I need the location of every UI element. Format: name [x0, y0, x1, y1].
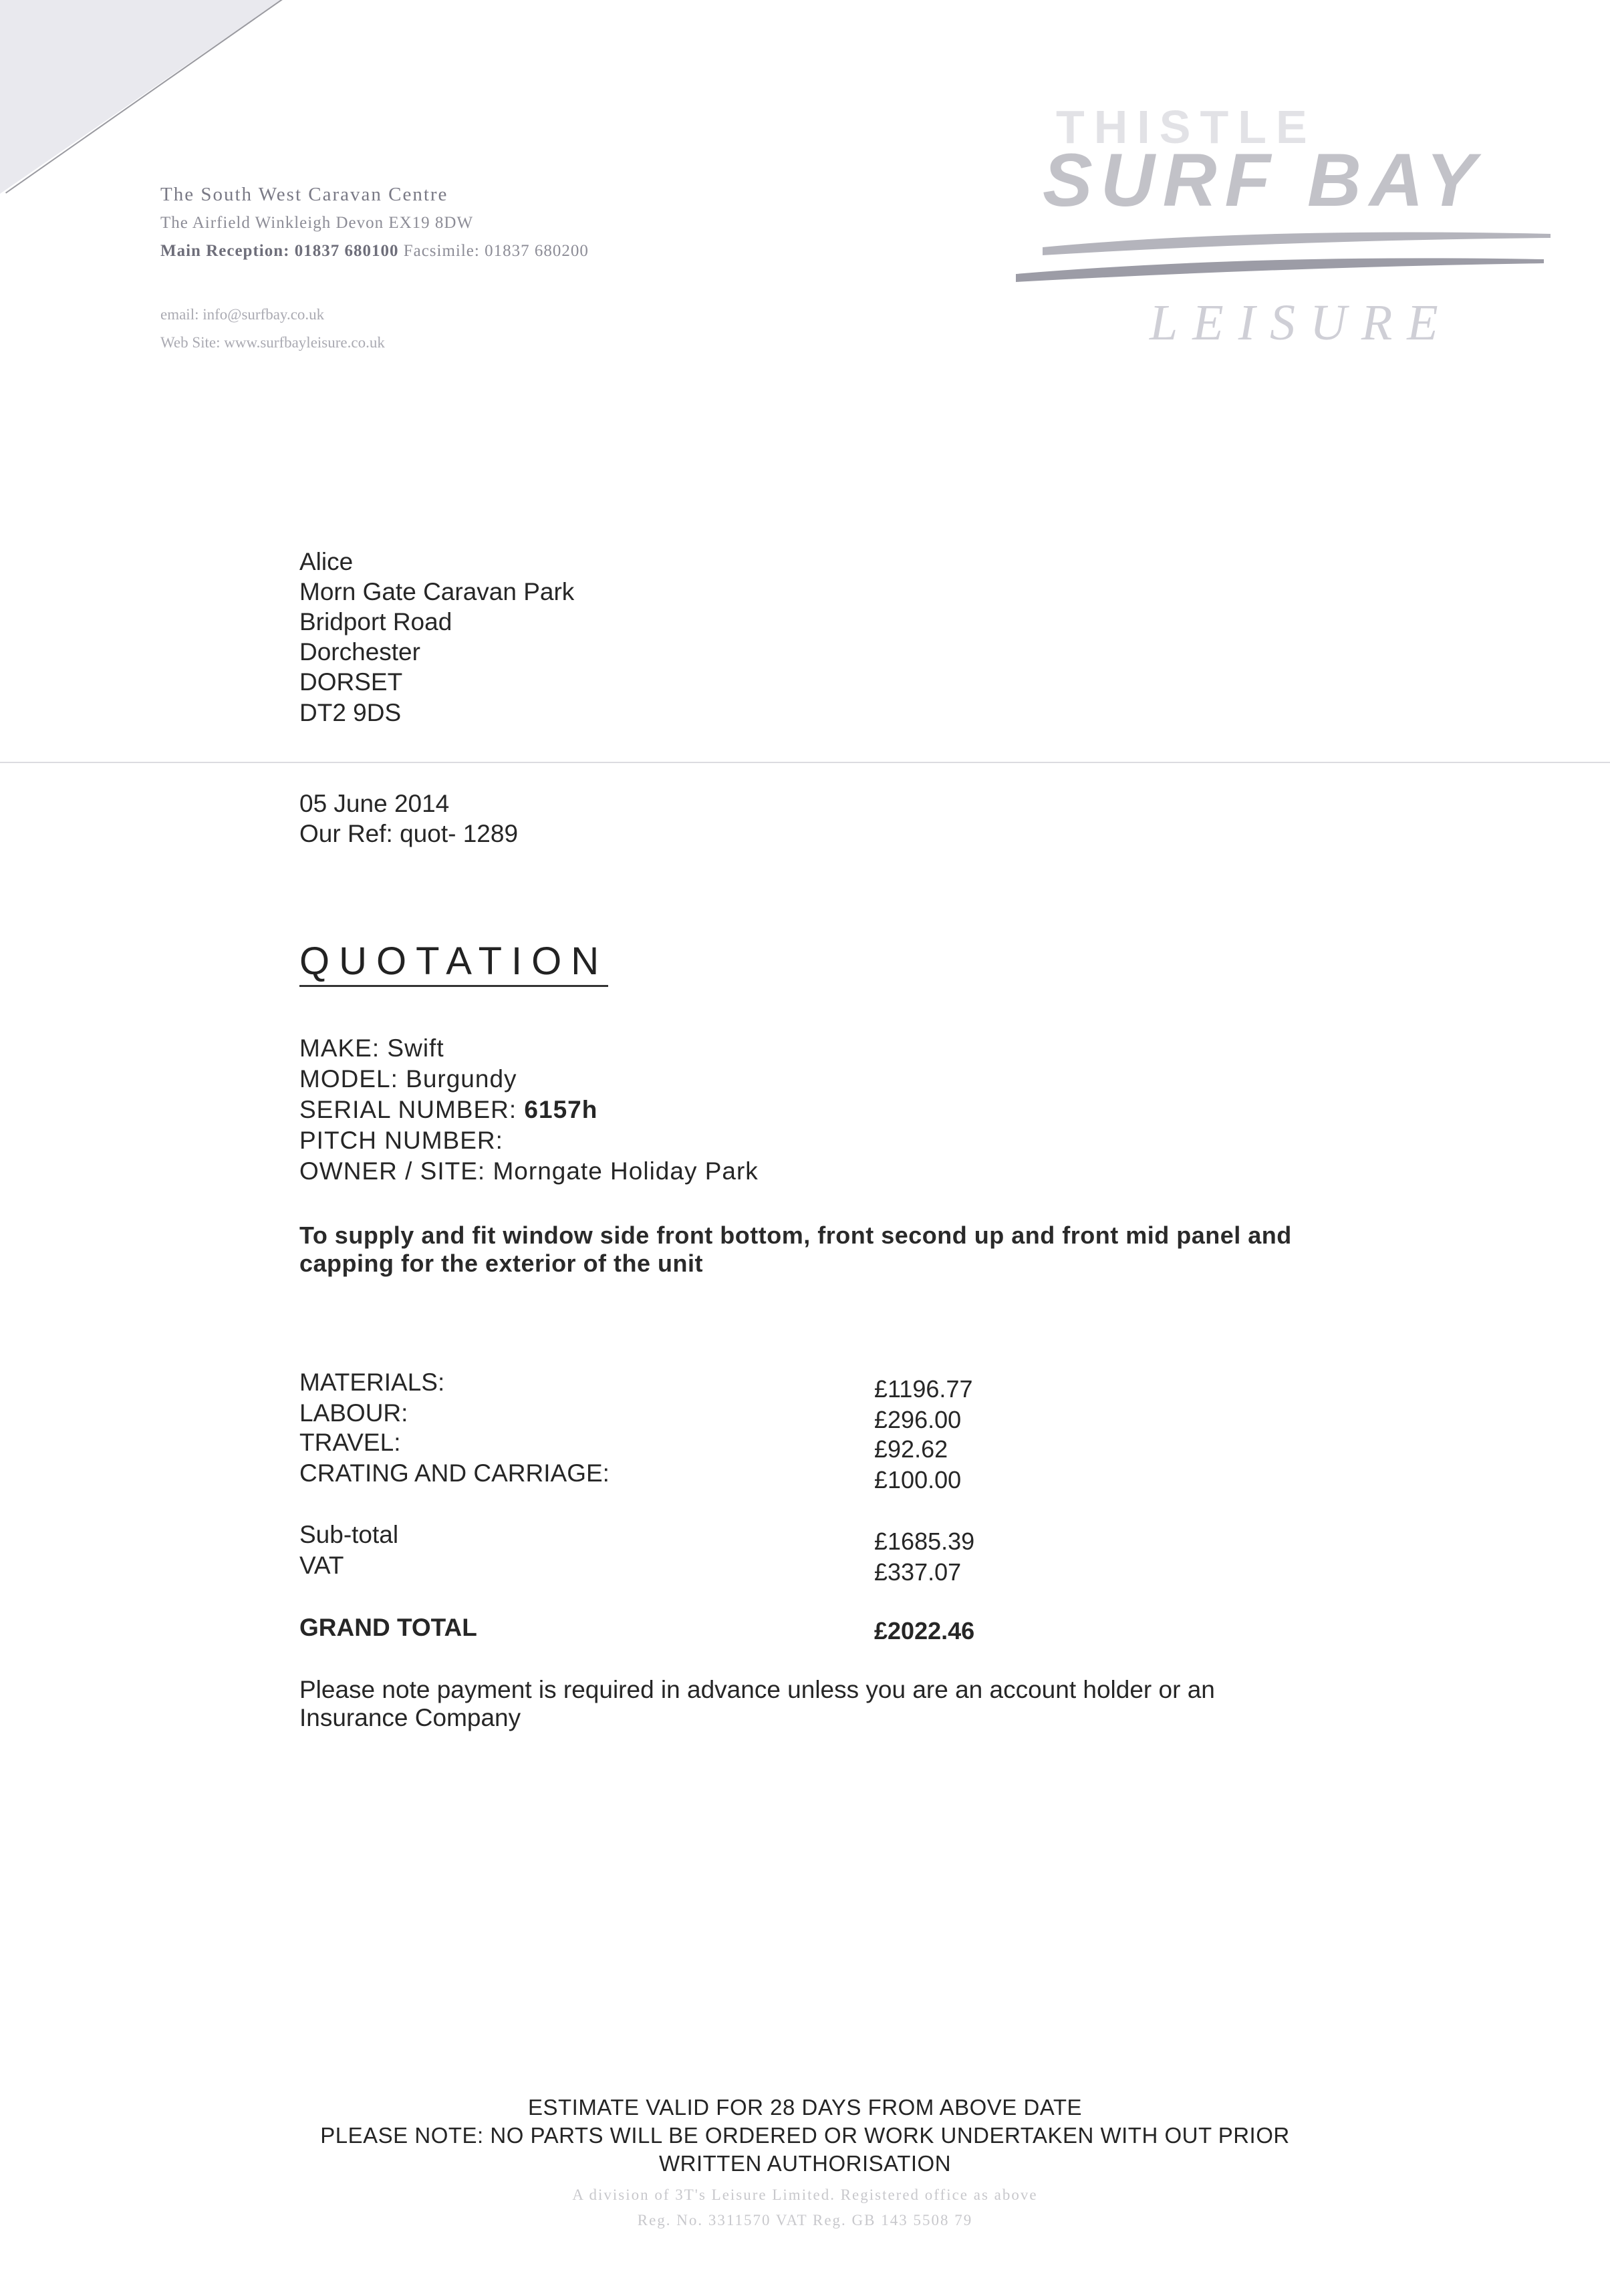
- company-registration-number: Reg. No. 3311570 VAT Reg. GB 143 5508 79: [637, 2212, 973, 2229]
- owner-value: Morngate Holiday Park: [493, 1157, 759, 1185]
- model-value: Burgundy: [406, 1065, 517, 1093]
- cost-value: £1196.77: [874, 1375, 973, 1403]
- model-label: MODEL:: [299, 1065, 398, 1093]
- vat-label: VAT: [299, 1552, 344, 1579]
- logo-swoosh-icon: [1002, 221, 1551, 294]
- make-label: MAKE:: [299, 1034, 380, 1062]
- company-registration: A division of 3T's Leisure Limited. Registered office as above: [572, 2186, 1038, 2203]
- cost-label: CRATING AND CARRIAGE:: [299, 1459, 610, 1487]
- owner-line: [299, 1157, 759, 1185]
- document-title: QUOTATION: [299, 939, 608, 987]
- cost-value: £296.00: [874, 1406, 962, 1433]
- work-description: capping for the exterior of the unit: [299, 1250, 704, 1277]
- serial-value: 6157h: [524, 1096, 598, 1123]
- cost-label: TRAVEL:: [299, 1429, 401, 1456]
- grand-total-label: GRAND TOTAL: [299, 1614, 477, 1641]
- payment-note: Insurance Company: [299, 1704, 521, 1731]
- company-website: Web Site: www.surfbayleisure.co.uk: [160, 334, 385, 351]
- payment-note: Please note payment is required in advance unless you are an account holder or an: [299, 1676, 1215, 1703]
- logo-top-text: THISTLE: [1056, 101, 1317, 153]
- subtotal-label: Sub-total: [299, 1521, 399, 1548]
- recipient-postcode: DT2 9DS: [299, 699, 402, 726]
- subtotal-value: £1685.39: [874, 1528, 975, 1555]
- cost-value: £100.00: [874, 1466, 962, 1493]
- authorisation-notice: WRITTEN AUTHORISATION: [658, 2151, 952, 2176]
- company-email: email: info@surfbay.co.uk: [160, 306, 325, 323]
- company-name: The South West Caravan Centre: [160, 184, 448, 205]
- logo-main-text: SURF BAY: [1043, 138, 1484, 222]
- pitch-label: PITCH NUMBER:: [299, 1127, 503, 1154]
- model-line: [299, 1065, 517, 1093]
- quote-date: 05 June 2014: [299, 790, 450, 817]
- company-phone: [160, 242, 589, 261]
- company-address: The Airfield Winkleigh Devon EX19 8DW: [160, 214, 474, 232]
- quote-ref: Our Ref: quot- 1289: [299, 820, 519, 847]
- recipient-line: Dorchester: [299, 638, 420, 666]
- recipient-line: DORSET: [299, 668, 403, 696]
- cost-label: LABOUR:: [299, 1399, 408, 1427]
- paper-crease: [0, 762, 1610, 763]
- logo-sub-text: LEISURE: [1150, 295, 1453, 351]
- work-description: To supply and fit window side front bottom, front second up and front mid panel and: [299, 1222, 1292, 1249]
- grand-total-value: £2022.46: [874, 1617, 975, 1644]
- recipient-line: Bridport Road: [299, 608, 452, 635]
- validity-notice: ESTIMATE VALID FOR 28 DAYS FROM ABOVE DATE: [527, 2095, 1083, 2120]
- cost-value: £92.62: [874, 1435, 948, 1463]
- make-value: Swift: [387, 1034, 444, 1062]
- make-line: [299, 1034, 444, 1062]
- facsimile-number: Facsimile: 01837 680200: [403, 242, 589, 260]
- authorisation-notice: PLEASE NOTE: NO PARTS WILL BE ORDERED OR WORK UNDERTAKEN WITH OUT PRIOR: [320, 2123, 1290, 2148]
- cost-label: MATERIALS:: [299, 1369, 445, 1396]
- reception-number: Main Reception: 01837 680100: [160, 242, 399, 260]
- surf-bay-logo: [1002, 100, 1551, 394]
- vat-value: £337.07: [874, 1558, 962, 1586]
- recipient-name: Alice: [299, 548, 354, 575]
- owner-label: OWNER / SITE:: [299, 1157, 486, 1185]
- recipient-line: Morn Gate Caravan Park: [299, 578, 575, 605]
- serial-label: SERIAL NUMBER:: [299, 1096, 517, 1123]
- pitch-line: [299, 1127, 503, 1155]
- serial-line: [299, 1096, 597, 1124]
